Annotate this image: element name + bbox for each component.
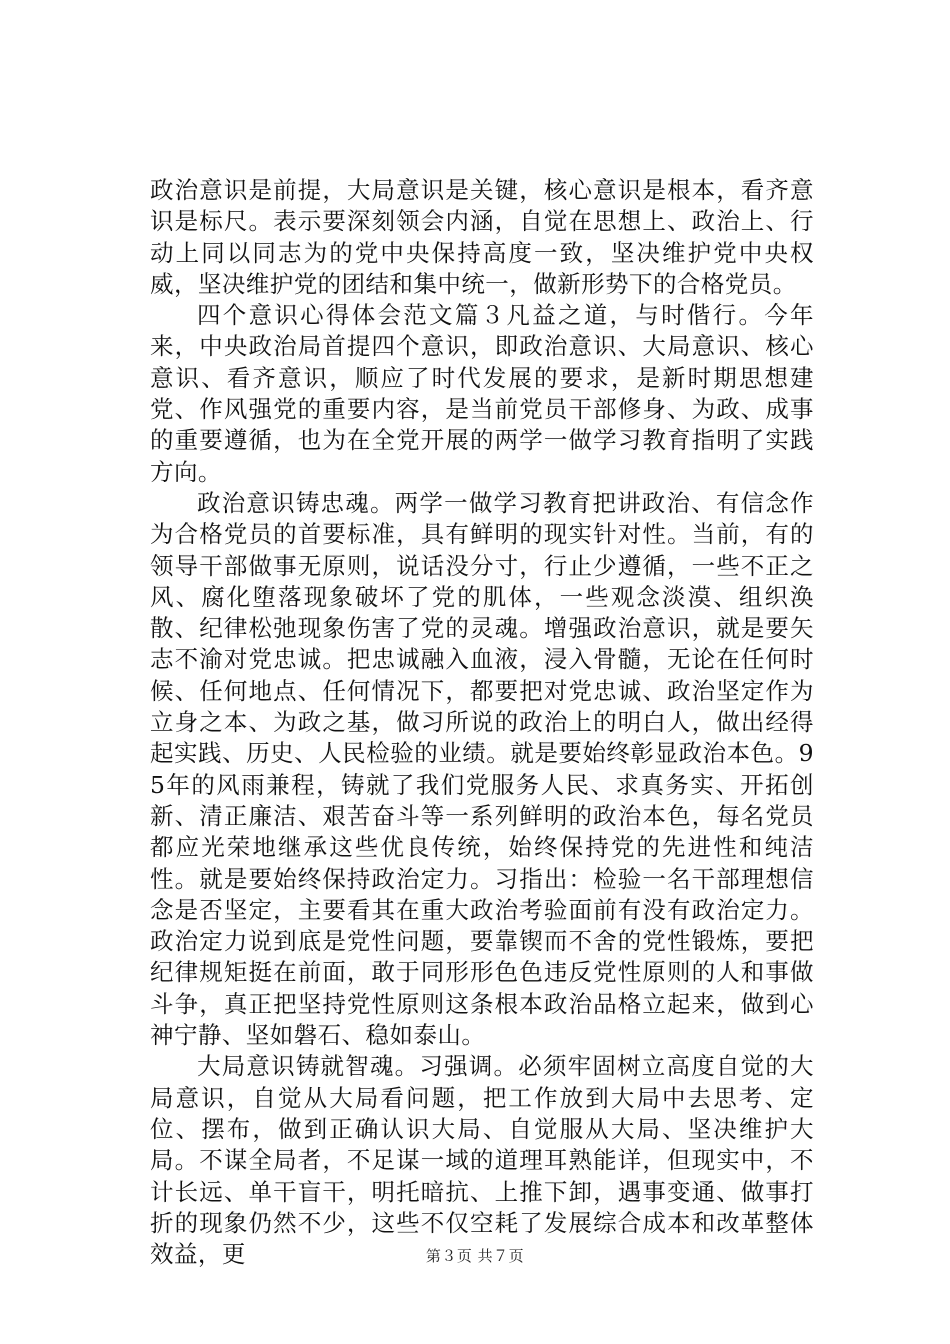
page-footer: 第３页 共７页 <box>425 1247 525 1265</box>
paragraph-political-awareness: 政治意识铸忠魂。两学一做学习教育把讲政治、有信念作为合格党员的首要标准，具有鲜明的现实针对性。当前，有的领导干部做事无原则，说话没分寸，行止少遵循，一些不正之风、腐化堕落现象破坏了党的肌体，一些观念淡漠、组织涣散、纪律松弛现象伤害了党的灵魂。增强政治意识，就是要矢志不渝对党忠诚。把忠诚融入血液，浸入骨髓，无论在任何时候、任何地点、任何情况下，都要把对党忠诚、政治坚定作为立身之本、为政之基，做习所说的政治上的明白人，做出经得起实践、历史、人民检验的业绩。就是要始终彰显政治本色。95年的风雨兼程，铸就了我们党服务人民、求真务实、开拓创新、清正廉洁、艰苦奋斗等一系列鲜明的政治本色，每名党员都应光荣地继承这些优良传统，始终保持党的先进性和纯洁性。就是要始终保持政治定力。习指出：检验一名干部理想信念是否坚定，主要看其在重大政治考验面前有没有政治定力。政治定力说到底是党性问题，要靠锲而不舍的党性锻炼，要把纪律规矩挺在前面，敢于同形形色色违反党性原则的人和事做斗争，真正把坚持党性原则这条根本政治品格立起来，做到心神宁静、坚如磐石、稳如泰山。 <box>150 488 814 1050</box>
paragraph-essay-intro: 四个意识心得体会范文篇３凡益之道，与时偕行。今年来，中央政治局首提四个意识，即政治意识、大局意识、核心意识、看齐意识，顺应了时代发展的要求，是新时期思想建党、作风强党的重要内容，是当前党员干部修身、为政、成事的重要遵循，也为在全党开展的两学一做学习教育指明了实践方向。 <box>150 301 814 486</box>
document-body <box>150 175 814 1270</box>
paragraph-continued: 政治意识是前提，大局意识是关键，核心意识是根本，看齐意识是标尺。表示要深刻领会内涵，自觉在思想上、政治上、行动上同以同志为的党中央保持高度一致，坚决维护党中央权威，坚决维护党的团结和集中统一，做新形势下的合格党员。 <box>150 176 814 298</box>
paragraph-overall-awareness: 大局意识铸就智魂。习强调。必须牢固树立高度自觉的大局意识，自觉从大局看问题，把工作放到大局中去思考、定位、摆布，做到正确认识大局、自觉服从大局、坚决维护大局。不谋全局者，不足谋一域的道理耳熟能详，但现实中，不计长远、单干盲干，明托暗抗、上推下卸，遇事变通、做事打折的现象仍然不少，这些不仅空耗了发展综合成本和改革整体效益，更 <box>150 1052 814 1269</box>
